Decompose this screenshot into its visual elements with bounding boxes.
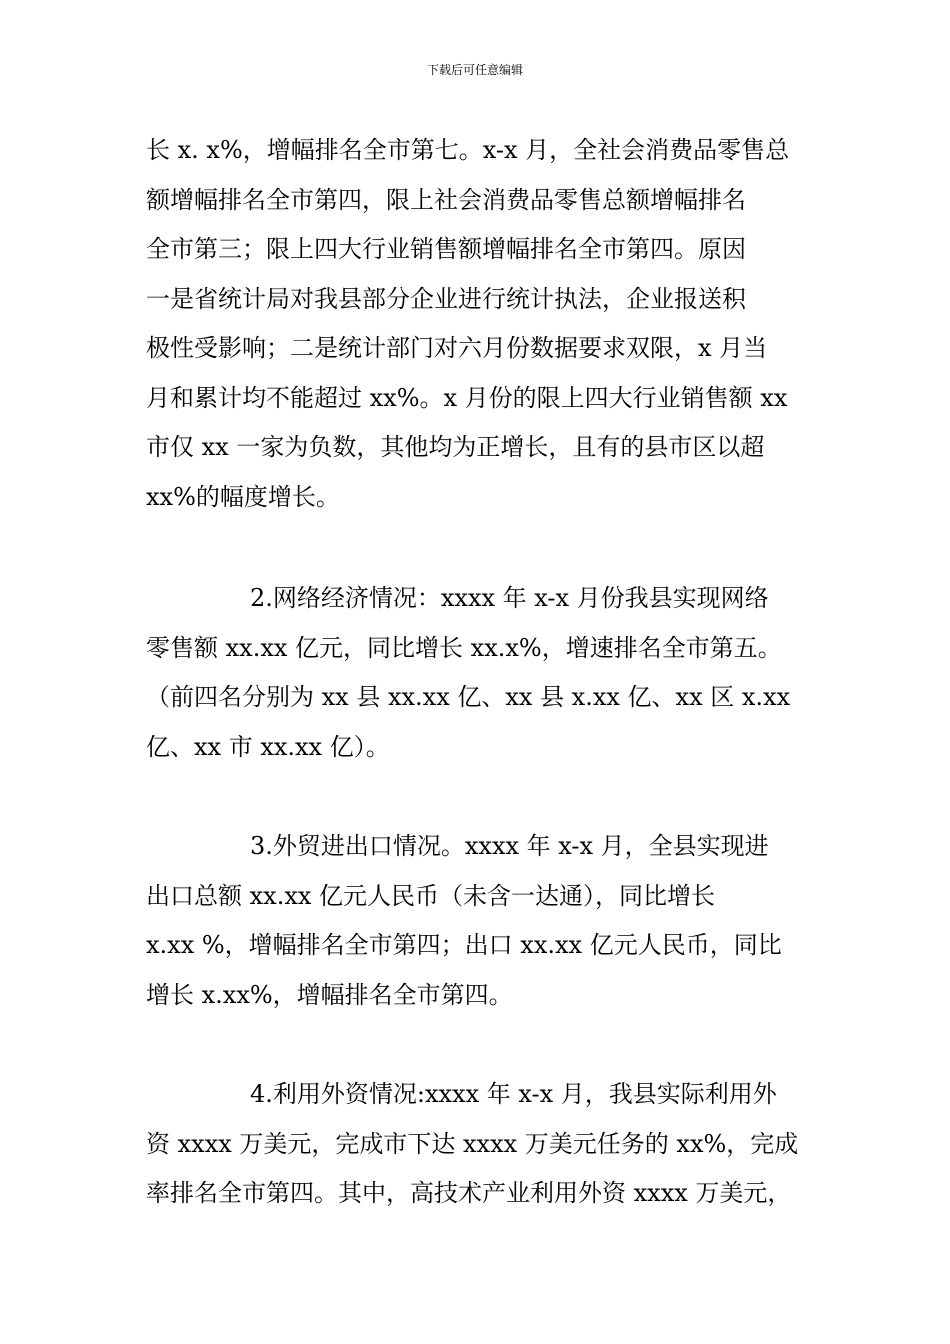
text-line: 亿、xx 市 xx.xx 亿）。 [146, 732, 390, 761]
text-line: 3.外贸进出口情况。xxxx 年 x-x 月，全县实现进 [250, 832, 769, 860]
paragraph-foreign-trade [146, 822, 826, 1020]
text-line: 额增幅排名全市第四，限上社会消费品零售总额增幅排名 [146, 185, 746, 214]
text-line: 4.利用外资情况:xxxx 年 x-x 月，我县实际利用外 [250, 1080, 777, 1108]
text-line: 率排名全市第四。其中，高技术产业利用外资 xxxx 万美元， [146, 1179, 792, 1207]
text-line: 资 xxxx 万美元，完成市下达 xxxx 万美元任务的 xx%，完成 [146, 1129, 799, 1158]
text-line: 零售额 xx.xx 亿元，同比增长 xx.x%，增速排名全市第五。 [146, 633, 782, 662]
text-line: 2.网络经济情况：xxxx 年 x-x 月份我县实现网络 [250, 584, 769, 612]
paragraph-network-economy [146, 574, 826, 772]
paragraph-foreign-investment [146, 1070, 826, 1219]
paragraph-consumer-goods [146, 126, 826, 522]
text-line: 出口总额 xx.xx 亿元人民币（未含一达通），同比增长 [146, 881, 716, 910]
text-line: 极性受影响；二是统计部门对六月份数据要求双限，x 月当 [146, 334, 768, 362]
text-line: 长 x. x%，增幅排名全市第七。x-x 月，全社会消费品零售总 [146, 136, 790, 164]
text-line: x.xx %，增幅排名全市第四；出口 xx.xx 亿元人民币，同比 [146, 931, 782, 959]
text-line: （前四名分别为 xx 县 xx.xx 亿、xx 县 x.xx 亿、xx 区 x.xx [146, 683, 791, 711]
text-line: 市仅 xx 一家为负数，其他均为正增长，且有的县市区以超 [146, 433, 765, 461]
text-line: 月和累计均不能超过 xx%。x 月份的限上四大行业销售额 xx [146, 383, 788, 412]
text-line: xx%的幅度增长。 [146, 482, 340, 511]
text-line: 全市第三；限上四大行业销售额增幅排名全市第四。原因 [146, 235, 746, 263]
text-line: 一是省统计局对我县部分企业进行统计执法，企业报送积 [146, 284, 746, 313]
text-line: 增长 x.xx%，增幅排名全市第四。 [146, 980, 513, 1009]
page-header: 下载后可任意编辑 [426, 63, 523, 77]
